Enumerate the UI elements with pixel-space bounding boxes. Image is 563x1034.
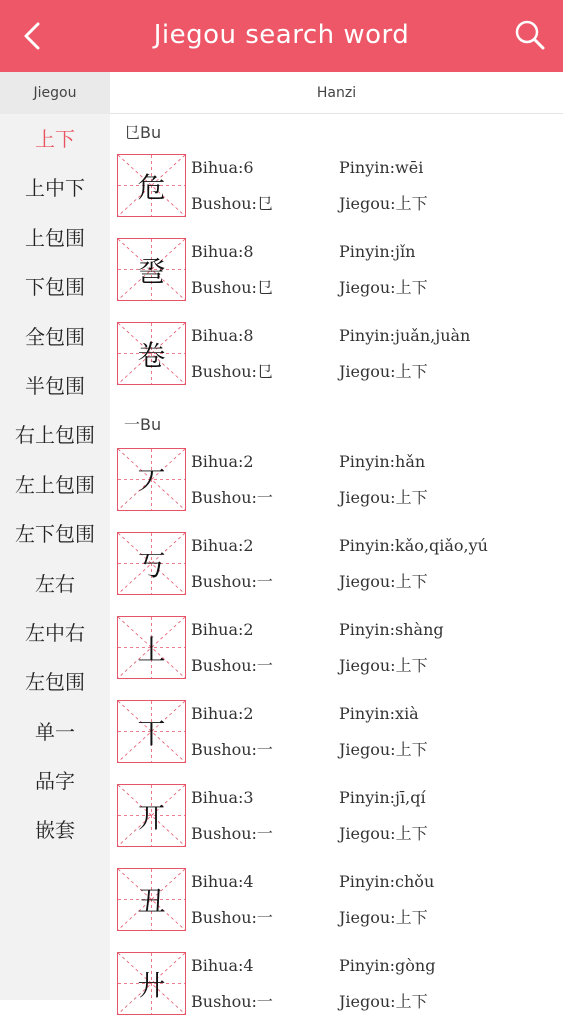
- pinyin: Pinyin:shàng: [339, 620, 444, 639]
- structure: Jiegou:上下: [339, 992, 428, 1011]
- top-bar: [0, 0, 563, 72]
- radical: Bushou:一: [191, 992, 273, 1011]
- sidebar-item[interactable]: 品字: [35, 769, 75, 794]
- character-box: [117, 616, 186, 679]
- search-icon: [509, 14, 551, 56]
- radical: Bushou:㔾: [191, 362, 273, 381]
- hanzi-row[interactable]: [110, 950, 563, 1034]
- hanzi-character: 丆: [137, 464, 166, 498]
- sidebar-item[interactable]: 上下: [35, 127, 75, 151]
- radical: Bushou:一: [191, 908, 273, 927]
- character-box: [117, 700, 186, 763]
- page-title: Jiegou search word: [153, 20, 410, 50]
- sidebar-heading: Jiegou: [0, 72, 110, 114]
- hanzi-character: 危: [137, 170, 166, 204]
- pinyin: Pinyin:jǐn: [339, 242, 416, 261]
- structure: Jiegou:上下: [339, 908, 428, 927]
- character-box: [117, 322, 186, 385]
- sidebar-item[interactable]: 左中右: [25, 620, 85, 645]
- sidebar-item[interactable]: 下包围: [25, 275, 85, 300]
- pinyin: Pinyin:juǎn,juàn: [339, 326, 471, 345]
- stroke-count: Bihua:2: [191, 536, 254, 555]
- character-box: [117, 532, 186, 595]
- stroke-count: Bihua:3: [191, 788, 254, 807]
- pinyin: Pinyin:gòng: [339, 956, 436, 975]
- radical: Bushou:一: [191, 656, 273, 675]
- sidebar-item[interactable]: 左右: [35, 571, 75, 596]
- hanzi-row[interactable]: [110, 152, 563, 236]
- stroke-count: Bihua:2: [191, 452, 254, 471]
- hanzi-character: 丑: [137, 884, 166, 918]
- search-button[interactable]: [509, 14, 551, 56]
- radical: Bushou:㔾: [191, 194, 273, 213]
- stroke-count: Bihua:2: [191, 620, 254, 639]
- hanzi-character: 丅: [137, 716, 166, 750]
- radical: Bushou:㔾: [191, 278, 273, 297]
- hanzi-row[interactable]: [110, 866, 563, 950]
- structure: Jiegou:上下: [339, 656, 428, 675]
- structure: Jiegou:上下: [339, 488, 428, 507]
- hanzi-row[interactable]: [110, 446, 563, 530]
- structure: Jiegou:上下: [339, 362, 428, 381]
- hanzi-row[interactable]: [110, 614, 563, 698]
- character-box: [117, 448, 186, 511]
- sidebar-item[interactable]: 左上包围: [15, 472, 95, 497]
- radical-group-title: 一Bu: [124, 415, 162, 434]
- pinyin: Pinyin:kǎo,qiǎo,yú: [339, 536, 488, 555]
- stroke-count: Bihua:4: [191, 872, 254, 891]
- character-box: [117, 784, 186, 847]
- character-box: [117, 952, 186, 1015]
- stroke-count: Bihua:4: [191, 956, 254, 975]
- sidebar-item[interactable]: 全包围: [25, 324, 85, 349]
- sidebar-item[interactable]: 嵌套: [35, 818, 75, 843]
- hanzi-character: 廾: [137, 968, 166, 1002]
- hanzi-heading: Hanzi: [110, 72, 563, 114]
- pinyin: Pinyin:xià: [339, 704, 419, 723]
- hanzi-character: 丄: [137, 632, 166, 666]
- structure: Jiegou:上下: [339, 572, 428, 591]
- structure: Jiegou:上下: [339, 740, 428, 759]
- sidebar-item[interactable]: 左包围: [25, 670, 85, 695]
- radical: Bushou:一: [191, 572, 273, 591]
- radical: Bushou:一: [191, 824, 273, 843]
- hanzi-character: 丂: [137, 548, 166, 582]
- radical: Bushou:一: [191, 488, 273, 507]
- radical: Bushou:一: [191, 740, 273, 759]
- hanzi-panel: [110, 72, 563, 1011]
- hanzi-character: 巹: [137, 254, 166, 288]
- character-box: [117, 868, 186, 931]
- structure: Jiegou:上下: [339, 824, 428, 843]
- hanzi-row[interactable]: [110, 530, 563, 614]
- hanzi-row[interactable]: [110, 236, 563, 320]
- sidebar-item[interactable]: 上中下: [25, 176, 85, 201]
- hanzi-row[interactable]: [110, 320, 563, 404]
- structure-list: [0, 114, 110, 856]
- structure: Jiegou:上下: [339, 194, 428, 213]
- sidebar-item[interactable]: 上包围: [25, 225, 85, 250]
- sidebar-item[interactable]: 左下包围: [15, 522, 95, 547]
- hanzi-row[interactable]: [110, 782, 563, 866]
- character-box: [117, 238, 186, 301]
- pinyin: Pinyin:jī,qí: [339, 788, 426, 807]
- character-box: [117, 154, 186, 217]
- stroke-count: Bihua:2: [191, 704, 254, 723]
- pinyin: Pinyin:chǒu: [339, 872, 435, 891]
- hanzi-row[interactable]: [110, 698, 563, 782]
- hanzi-list[interactable]: [110, 114, 563, 1034]
- hanzi-character: 丌: [137, 800, 166, 834]
- sidebar-item[interactable]: 单一: [35, 719, 75, 744]
- radical-group-title: 㔾Bu: [124, 123, 162, 142]
- sidebar-item[interactable]: 右上包围: [15, 423, 95, 448]
- structure: Jiegou:上下: [339, 278, 428, 297]
- stroke-count: Bihua:6: [191, 158, 254, 177]
- hanzi-character: 卷: [137, 338, 166, 372]
- pinyin: Pinyin:wēi: [339, 158, 424, 177]
- sidebar-item[interactable]: 半包围: [25, 373, 85, 398]
- stroke-count: Bihua:8: [191, 242, 254, 261]
- pinyin: Pinyin:hǎn: [339, 452, 426, 471]
- structure-sidebar: [0, 72, 110, 1000]
- stroke-count: Bihua:8: [191, 326, 254, 345]
